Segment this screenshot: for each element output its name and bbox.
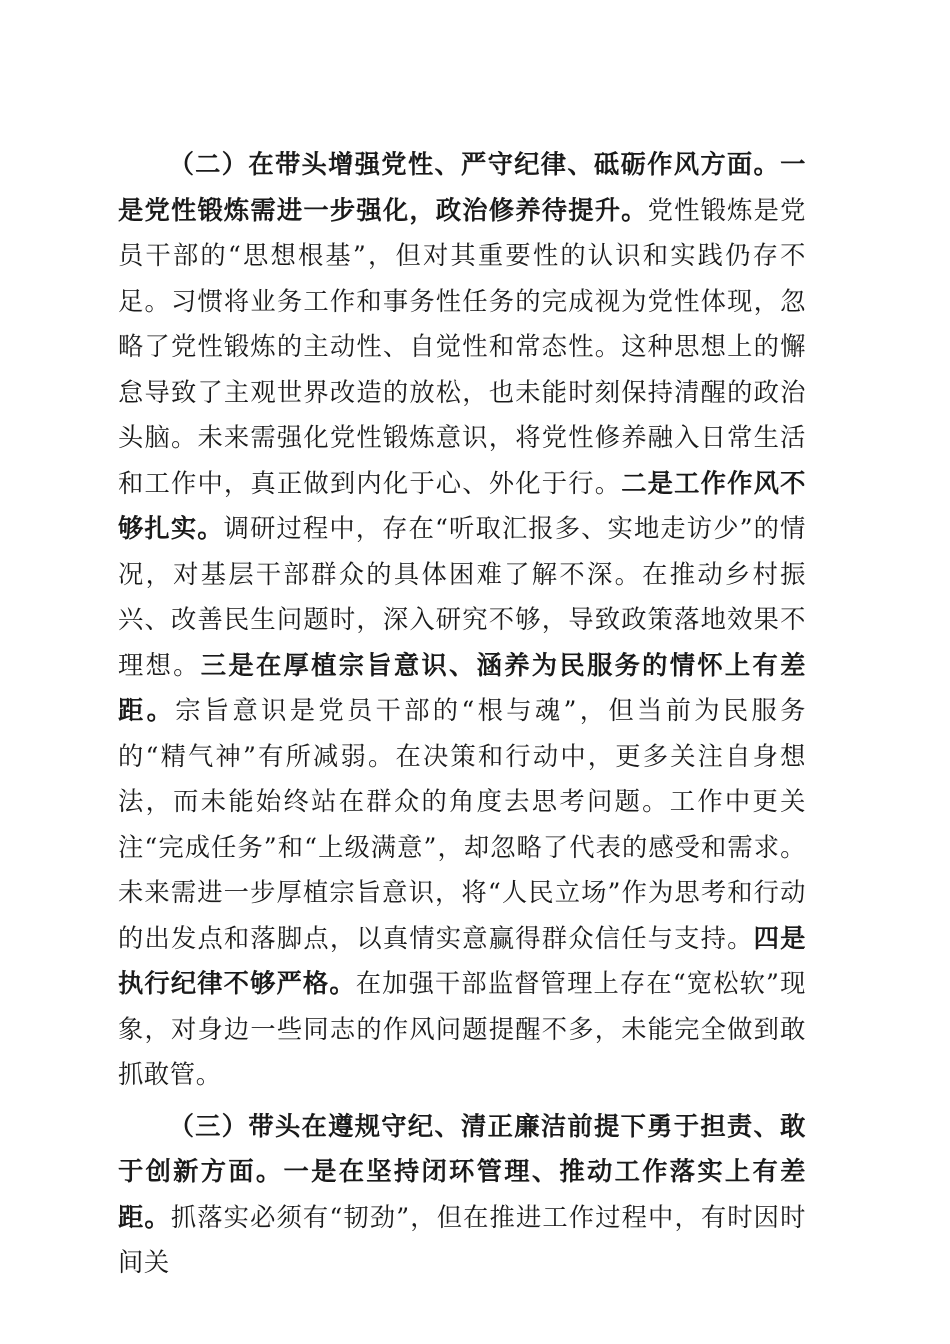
document-page	[118, 142, 806, 1286]
point-2-heading: 二是工作作风不够扎实。	[118, 467, 807, 543]
paragraph-2-discipline	[118, 142, 806, 1098]
point-1-body: 党性锻炼是党员干部的“思想根基”，但对其重要性的认识和实践仍存不足。习惯将业务工作和事务性任务的完成视为党性体现，忽略了党性锻炼的主动性、自觉性和常态性。这种思想上的懈怠导致了主观世界改造的放松，也未能时刻保持清醒的政治头脑。未来需强化党性锻炼意识，将党性修养融入日常生活和工作中，真正做到内化于心、外化于行。	[118, 195, 806, 498]
section-heading-2: （二）在带头增强党性、严守纪律、砥砺作风方面。	[168, 149, 781, 179]
point-3-heading: 三是在厚植宗旨意识、涵养为民服务的情怀上有差距。	[118, 649, 806, 725]
point-1-body: 抓落实必须有“韧劲”，但在推进工作过程中，有时因时间关	[118, 1202, 806, 1277]
point-4-body: 在加强干部监督管理上存在“宽松软”现象，对身边一些同志的作风问题提醒不多，未能完全做到敢抓敢管。	[118, 969, 806, 1089]
section-heading-3: （三）带头在遵规守纪、清正廉洁前提下勇于担责、敢于创新方面。	[118, 1110, 806, 1186]
paragraph-3-responsibility	[118, 1104, 806, 1286]
point-2-body: 调研过程中，存在“听取汇报多、实地走访少”的情况，对基层干部群众的具体困难了解不深。在推动乡村振兴、改善民生问题时，深入研究不够，导致政策落地效果不理想。	[118, 514, 806, 680]
point-1-heading: 一是党性锻炼需进一步强化，政治修养待提升。	[118, 149, 806, 225]
point-1-heading: 一是在坚持闭环管理、推动工作落实上有差距。	[118, 1156, 806, 1232]
point-3-body: 宗旨意识是党员干部的“根与魂”，但当前为民服务的“精气神”有所减弱。在决策和行动中，更多关注自身想法，而未能始终站在群众的角度去思考问题。工作中更关注“完成任务”和“上级满意”，却忽略了代表的感受和需求。未来需进一步厚植宗旨意识，将“人民立场”作为思考和行动的出发点和落脚点，以真情实意赢得群众信任与支持。	[118, 696, 807, 953]
point-4-heading: 四是执行纪律不够严格。	[118, 922, 807, 998]
